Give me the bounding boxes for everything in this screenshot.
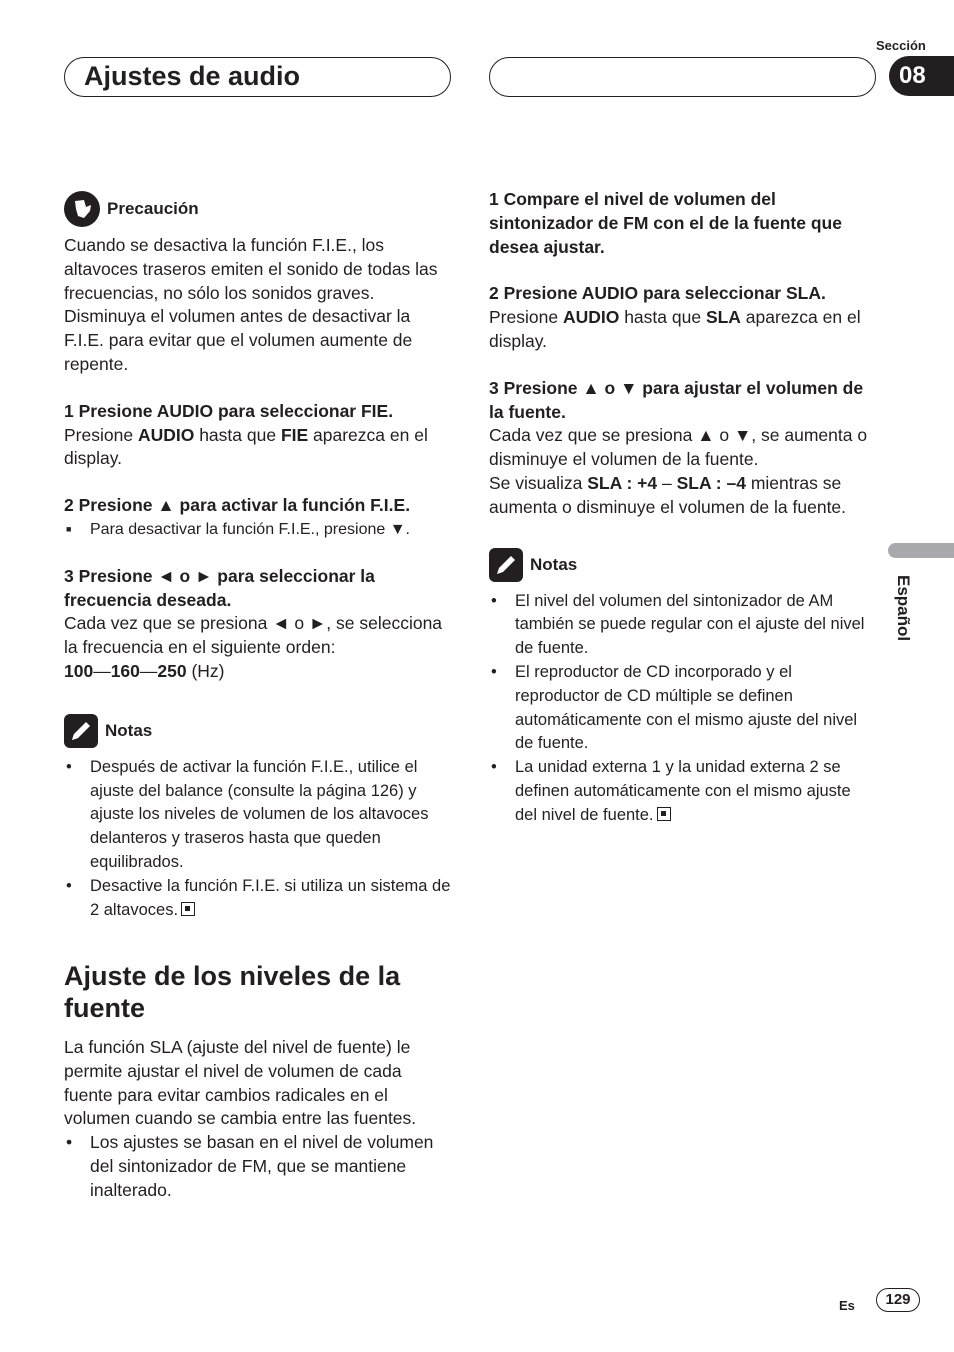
right-notes-header — [489, 548, 877, 582]
left-step2-title: 2 Presione ▲ para activar la función F.I.E. — [64, 495, 411, 516]
left-step1-body: Presione AUDIO hasta que FIE aparezca en el display. — [64, 424, 428, 469]
list-item: • Los ajustes se basan en el nivel de volumen del sintonizador de FM, que se mantiene inalterado. — [64, 1131, 452, 1202]
page-title: Ajustes de audio — [84, 61, 301, 91]
left-step3-title: 3 Presione ◄ o ► para seleccionar la frecuencia deseada. — [64, 565, 375, 610]
section-intro: La función SLA (ajuste del nivel de fuente) le permite ajustar el nivel de volumen de cada fuente para evitar cambios radicales en el volumen cuando se cambia entre las fuentes. — [64, 1037, 417, 1129]
right-step1-title: 1 Compare el nivel de volumen del sintonizador de FM con el de la fuente que desea ajustar. — [489, 189, 842, 257]
list-item: ■ Para desactivar la función F.I.E., presione ▼. — [64, 518, 452, 542]
right-step2-title: 2 Presione AUDIO para seleccionar SLA. — [489, 283, 826, 304]
list-item: • La unidad externa 1 y la unidad externa 2 se definen automáticamente con el mismo ajuste del nivel de fuente. — [489, 756, 877, 827]
left-column — [64, 192, 452, 922]
header-blank-frame — [489, 57, 876, 97]
right-notes-list — [489, 590, 877, 828]
list-item: • El nivel del volumen del sintonizador de AM también se puede regular con el ajuste del nivel de fuente. — [489, 590, 877, 661]
side-tab-bar — [888, 543, 954, 558]
footer-language: Es — [839, 1298, 855, 1313]
right-step2-body: Presione AUDIO hasta que SLA aparezca en el display. — [489, 307, 861, 351]
section-number-badge: 08 — [889, 56, 954, 96]
note-pencil-icon — [489, 548, 523, 582]
left-step1-title: 1 Presione AUDIO para seleccionar FIE. — [64, 400, 394, 421]
note-pencil-icon — [64, 714, 98, 748]
right-column — [489, 188, 877, 828]
end-mark-icon — [181, 902, 195, 916]
caution-heading: Precaución — [107, 199, 199, 219]
right-step3-body: Cada vez que se presiona ▲ o ▼, se aumenta o disminuye el volumen de la fuente. — [489, 425, 868, 470]
right-step3-body2: Se visualiza SLA : +4 – SLA : –4 mientras se aumenta o disminuye el volumen de la fuente. — [489, 472, 847, 517]
frequency-sequence: 100—160—250 (Hz) — [64, 660, 225, 681]
list-item: • Desactive la función F.I.E. si utiliza un sistema de 2 altavoces. — [64, 875, 452, 923]
left-step3-body: Cada vez que se presiona ◄ o ►, se selecciona la frecuencia en el siguiente orden: — [64, 613, 443, 658]
right-step3-title: 3 Presione ▲ o ▼ para ajustar el volumen de la fuente. — [489, 377, 864, 422]
left-step2-bullets — [64, 518, 452, 542]
caution-hand-icon — [64, 191, 100, 227]
end-mark-icon — [657, 807, 671, 821]
source-level-section — [64, 960, 452, 1203]
section-heading: Ajuste de los niveles de la fuente — [64, 961, 401, 1023]
caution-text: Cuando se desactiva la función F.I.E., los altavoces traseros emiten el sonido de todas las frecuencias, no sólo los sonidos graves. Disminuya el volumen antes de desactivar la F.I.E. para evitar que el volumen aumente de repente. — [64, 235, 438, 374]
section-bullets — [64, 1131, 452, 1202]
section-label: Sección — [876, 38, 926, 53]
caution-header — [64, 192, 452, 226]
left-notes-list — [64, 756, 452, 923]
list-item: • El reproductor de CD incorporado y el reproductor de CD múltiple se definen automáticamente con el mismo ajuste del nivel de fuente. — [489, 661, 877, 756]
right-notes-heading: Notas — [530, 554, 578, 574]
page-number: 129 — [876, 1288, 920, 1312]
left-notes-header — [64, 714, 452, 748]
left-notes-heading: Notas — [105, 720, 153, 740]
list-item: • Después de activar la función F.I.E., utilice el ajuste del balance (consulte la página 126) y ajuste los niveles de volumen de los altavoces delanteros y traseros hasta que queden equilibrados. — [64, 756, 452, 875]
side-tab-language: Español — [894, 575, 913, 642]
